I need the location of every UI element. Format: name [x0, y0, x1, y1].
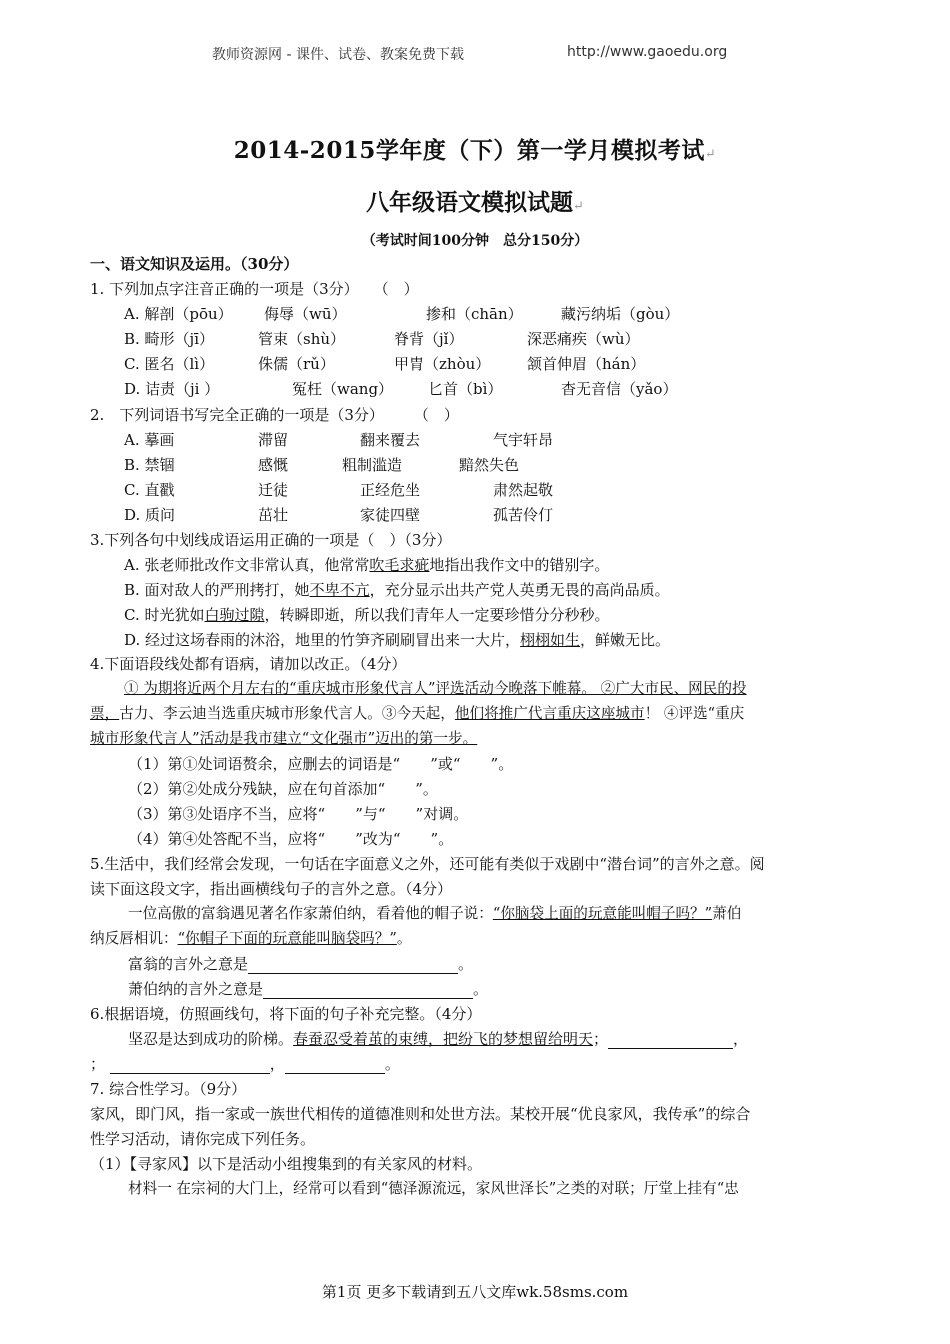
q7-sub1: （1）【寻家风】以下是活动小组搜集到的有关家风的材料。	[90, 1155, 483, 1173]
page-footer: 第1页 更多下载请到五八文库wk.58sms.com	[321, 1283, 629, 1301]
answer-blank[interactable]	[263, 982, 473, 999]
q4-sub2: （2）第②处成分残缺，应在句首添加“ ”。	[128, 780, 438, 798]
q1-stem: 1. 下列加点字注音正确的一项是（3分） （ ）	[90, 280, 419, 298]
q6-passage: 坚忍是达到成功的阶梯。春蚕忍受着茧的束缚，把纷飞的梦想留给明天； ，	[128, 1030, 749, 1048]
q3-option-b: B. 面对敌人的严刑拷打，她不卑不亢，充分显示出共产党人英勇无畏的高尚品质。	[124, 581, 670, 599]
q3-option-d: D. 经过这场春雨的沐浴，地里的竹笋齐刷刷冒出来一大片，栩栩如生，鲜嫩无比。	[124, 631, 671, 649]
section-heading: 一、语文知识及运用。（30分）	[90, 255, 299, 273]
q5-passage-line1: 一位高傲的富翁遇见著名作家萧伯纳，看着他的帽子说：“你脑袋上面的玩意能叫帽子吗？”萧伯	[128, 905, 742, 922]
exam-info: （考试时间100分钟 总分150分）	[361, 233, 589, 249]
q4-sub3: （3）第③处语序不当，应将“ ”与“ ”对调。	[128, 805, 469, 823]
q4-passage-line1: ① 为期将近两个月左右的“重庆城市形象代言人”评选活动今晚落下帷幕。 ②广大市民、网民的投	[124, 680, 747, 697]
q5-stem-line1: 5.生活中，我们经常会发现，一句话在字面意义之外，还可能有类似于戏剧中“潜台词”的言外之意。阅	[90, 855, 765, 873]
q5-passage-line2: 纳反唇相讥：“你帽子下面的玩意能叫脑袋吗？”。	[90, 930, 412, 947]
exam-subtitle: 八年级语文模拟试题↵	[366, 189, 584, 216]
answer-blank[interactable]	[285, 1057, 385, 1074]
q6-stem: 6.根据语境，仿照画线句，将下面的句子补充完整。（4分）	[90, 1005, 482, 1023]
exam-title: 2014-2015学年度（下）第一学月模拟考试↵	[233, 137, 717, 164]
answer-blank[interactable]	[608, 1032, 733, 1049]
q7-intro-line1: 家风，即门风，指一家或一族世代相传的道德准则和处世方法。某校开展“优良家风，我传承”的综合	[90, 1105, 751, 1123]
q4-sub1: （1）第①处词语赘余，应删去的词语是“ ”或“ ”。	[128, 755, 514, 773]
q3-option-a: A. 张老师批改作文非常认真，他常常吹毛求疵地指出我作文中的错别字。	[124, 556, 610, 574]
q5-stem-line2: 读下面这段文字，指出画横线句子的言外之意。（4分）	[90, 880, 453, 898]
q3-option-c: C. 时光犹如白驹过隙，转瞬即逝，所以我们青年人一定要珍惜分分秒秒。	[124, 606, 610, 624]
q3-stem: 3.下列各句中划线成语运用正确的一项是（ ）（3分）	[90, 531, 452, 549]
q5-answer-rich-man: 富翁的言外之意是 。	[128, 955, 474, 973]
q7-material1: 材料一 在宗祠的大门上，经常可以看到“德泽源流远，家风世泽长”之类的对联；厅堂上挂有“忠	[128, 1180, 739, 1197]
q2-stem: 2. 下列词语书写完全正确的一项是（3分） （ ）	[90, 406, 459, 424]
q6-blanks: ； ， 。	[90, 1055, 400, 1073]
q7-stem: 7. 综合性学习。（9分）	[90, 1080, 247, 1098]
q5-answer-shaw: 萧伯纳的言外之意是 。	[128, 980, 489, 998]
q4-passage-line3: 城市形象代言人”活动是我市建立“文化强市”迈出的第一步。	[90, 730, 478, 747]
q4-sub4: （4）第④处答配不当，应将“ ”改为“ ”。	[128, 830, 454, 848]
document-page: 教师资源网 - 课件、试卷、教案免费下载 http://www.gaoedu.org 2014-2015学年度（下）第一学月模拟考试↵ 八年级语文模拟试题↵ （考试时间100分钟 总分150分） 一、语文知识及运用。（30分） 1. 下列加点字注音正确的一项是（3分） （ ） A. 解剖（pōu） 侮辱（wū） 掺和（chān） 藏污纳垢（gòu） B. 畸形（jī） 管束（shù） 脊背（jǐ） 深恶痛疾（wù） C. 匿名（lì） 侏儒（rǔ） 甲胄（zhòu） 颔首伸眉（hán） D. 诘责（ji ） 冤枉（wang） 匕首（bì） 杳无音信（yǎo） 2. 下列词语书写完全正确的一项是（3分） （ ） A. 摹画 滞留 翻来覆去 气宇轩昂 B. 禁锢 感慨 粗制滥造 黯然失色 C. 直戳 迁徒 正经危坐 肃然起敬 D. 质问 茁壮 家徒四壁 孤苦伶仃 3.下列各句中划线成语运用正确的一项是（ ）（3分） A. 张老师批改作文非常认真，他常常吹毛求疵地指出我作文中的错别字。 B. 面对敌人的严刑拷打，她不卑不亢，充分显示出共产党人英勇无畏的高尚品质。 C. 时光犹如白驹过隙，转瞬即逝，所以我们青年人一定要珍惜分分秒秒。 D. 经过这场春雨的沐浴，地里的竹笋齐刷刷冒出来一大片，栩栩如生，鲜嫩无比。 4.下面语段线处都有语病，请加以改正。（4分） ① 为期将近两个月左右的“重庆城市形象代言人”评选活动今晚落下帷幕。 ②广大市民、网民的投 票，古力、李云迪当选重庆城市形象代言人。③今天起，他们将推广代言重庆这座城市！ ④评选“重庆 城市形象代言人”活动是我市建立“文化强市”迈出的第一步。 （1）第①处词语赘余，应删去的词语是“ ”或“ ”。 （2）第②处成分残缺，应在句首添加“ ”。 （3）第③处语序不当，应将“ ”与“ ”对调。 （4）第④处答配不当，应将“ ”改为“ ”。 5.生活中，我们经常会发现，一句话在字面意义之外，还可能有类似于戏剧中“潜台词”的言外之意。阅 读下面这段文字，指出画横线句子的言外之意。（4分） 一位高傲的富翁遇见著名作家萧伯纳，看着他的帽子说：“你脑袋上面的玩意能叫帽子吗？”萧伯 纳反唇相讥：“你帽子下面的玩意能叫脑袋吗？”。 富翁的言外之意是 。 萧伯纳的言外之意是 。 6.根据语境，仿照画线句，将下面的句子补充完整。（4分） 坚忍是达到成功的阶梯。春蚕忍受着茧的束缚，把纷飞的梦想留给明天； ， ； ， 。 7. 综合性学习。（9分） 家风，即门风，指一家或一族世代相传的道德准则和处世方法。某校开展“优良家风，我传承”的综合 性学习活动，请你完成下列任务。 （1）【寻家风】以下是活动小组搜集到的有关家风的材料。 材料一 在宗祠的大门上，经常可以看到“德泽源流远，家风世泽长”之类的对联；厅堂上挂有“忠 第1页 更多下载请到五八文库wk.58sms.com	[0, 0, 950, 1344]
answer-blank[interactable]	[248, 957, 458, 974]
q4-stem: 4.下面语段线处都有语病，请加以改正。（4分）	[90, 655, 407, 673]
q7-intro-line2: 性学习活动，请你完成下列任务。	[90, 1130, 316, 1148]
header-site-name: 教师资源网 - 课件、试卷、教案免费下载	[212, 47, 464, 63]
q4-passage-line2: 票，古力、李云迪当选重庆城市形象代言人。③今天起，他们将推广代言重庆这座城市！ ④评选“重庆	[90, 705, 745, 722]
answer-blank[interactable]	[110, 1057, 270, 1074]
header-url[interactable]: http://www.gaoedu.org	[567, 44, 728, 60]
